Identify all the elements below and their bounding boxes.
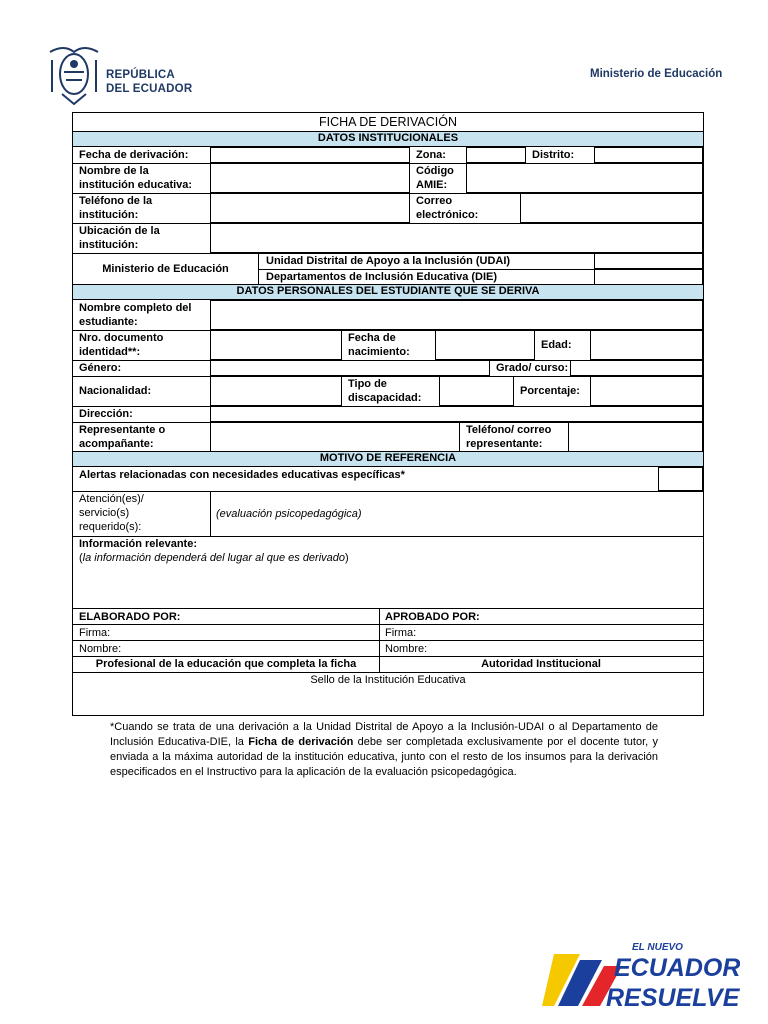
form-title: FICHA DE DERIVACIÓN: [319, 115, 457, 129]
codigo-amie-label-2: AMIE:: [416, 179, 448, 191]
atencion-label-2: servicio(s): [79, 507, 130, 519]
nacionalidad-label: Nacionalidad:: [79, 385, 152, 397]
nombre-institucion-label: [73, 163, 198, 193]
nombre-institucion-label-1: Nombre de la: [79, 165, 149, 177]
grado-label: Grado/ curso:: [496, 362, 569, 374]
ubicacion-label-1: Ubicación de la: [79, 225, 160, 237]
ubicacion-label-2: institución:: [79, 239, 139, 251]
nombre-estudiante-field[interactable]: [210, 300, 703, 330]
footnote-bold: Ficha de derivación: [248, 736, 354, 748]
aprobado-label: APROBADO POR:: [385, 611, 480, 623]
referral-form: [72, 112, 704, 716]
representante-label: [73, 422, 171, 452]
footnote-text-2: debe ser completada exclusivamente por el docente tutor, y enviada a la máxima autoridad de la institución educativa, junto con el resto de los insumos para la derivación especificados en el Instructivo para la aplicación de la evaluación psicopedagógica.: [110, 736, 658, 778]
correo-label-2: electrónico:: [416, 209, 479, 221]
documento-label-2: identidad**:: [79, 346, 141, 358]
codigo-amie-field[interactable]: [466, 163, 703, 193]
nombre-institucion-field[interactable]: [210, 163, 410, 193]
distrito-label: Distrito:: [532, 149, 575, 161]
country-name: [106, 68, 192, 96]
country-line2: DEL ECUADOR: [106, 83, 193, 95]
elaborado-label: ELABORADO POR:: [79, 611, 181, 623]
telefono-institucion-label-1: Teléfono de la: [79, 195, 153, 207]
fecha-nacimiento-label-1: Fecha de: [348, 332, 396, 344]
brand-line2: ECUADOR: [614, 954, 740, 982]
genero-label: Género:: [79, 362, 122, 374]
footnote-text-1: *Cuando se trata de una derivación a la Unidad Distrital de Apoyo a la Inclusión-UDAI o al Departamento de Inclusión Educativa-DIE, la: [110, 721, 658, 748]
fecha-nacimiento-label-2: nacimiento:: [348, 346, 410, 358]
die-option: Departamentos de Inclusión Educativa (DIE): [266, 271, 498, 283]
zona-field[interactable]: [466, 147, 526, 163]
info-relevante-note[interactable]: (la información dependerá del lugar al que es derivado): [79, 552, 349, 564]
edad-label: Edad:: [541, 339, 572, 351]
porcentaje-field[interactable]: [590, 376, 703, 406]
nombre-estudiante-label-1: Nombre completo del: [79, 302, 192, 314]
tipo-discapacidad-label: [342, 376, 427, 406]
nombre-elaborado-label[interactable]: Nombre:: [79, 643, 122, 655]
nombre-institucion-label-2: institución educativa:: [79, 179, 193, 191]
codigo-amie-label-1: Código: [416, 165, 454, 177]
documento-label: [73, 330, 169, 360]
direccion-field[interactable]: [210, 406, 703, 422]
correo-label-1: Correo: [416, 195, 453, 207]
section-personal: DATOS PERSONALES DEL ESTUDIANTE QUE SE DERIVA: [73, 284, 703, 300]
tipo-discapacidad-label-1: Tipo de: [348, 378, 387, 390]
representante-field[interactable]: [210, 422, 460, 452]
firma-elaborado-label[interactable]: Firma:: [79, 627, 111, 639]
nombre-estudiante-label-2: estudiante:: [79, 316, 138, 328]
profesional-label: Profesional de la educación que completa la ficha: [95, 658, 357, 670]
genero-field[interactable]: [210, 360, 490, 376]
representante-label-2: acompañante:: [79, 438, 154, 450]
ecuador-resuelve-logo: [540, 938, 740, 1012]
nombre-estudiante-label: [73, 300, 197, 330]
ubicacion-field[interactable]: [210, 223, 703, 253]
correo-field[interactable]: [520, 193, 703, 223]
correo-label: [410, 193, 484, 223]
section-motivo: MOTIVO DE REFERENCIA: [73, 451, 703, 467]
ministry-name: Ministerio de Educación: [590, 68, 723, 80]
udai-checkbox[interactable]: [594, 253, 703, 269]
sello-label: Sello de la Institución Educativa: [310, 674, 466, 686]
fecha-nacimiento-label: [342, 330, 416, 360]
telefono-representante-label: [460, 422, 557, 452]
nombre-aprobado-label[interactable]: Nombre:: [385, 643, 428, 655]
section-institutional: DATOS INSTITUCIONALES: [73, 131, 703, 147]
atencion-label-1: Atención(es)/: [79, 493, 144, 505]
telefono-representante-label-1: Teléfono/ correo: [466, 424, 552, 436]
grado-field[interactable]: [570, 360, 703, 376]
atencion-value[interactable]: (evaluación psicopedagógica): [216, 508, 362, 520]
firma-aprobado-label[interactable]: Firma:: [385, 627, 417, 639]
udai-option: Unidad Distrital de Apoyo a la Inclusión (UDAI): [266, 255, 511, 267]
direccion-label: Dirección:: [79, 408, 133, 420]
telefono-institucion-field[interactable]: [210, 193, 410, 223]
country-line1: REPÚBLICA: [106, 69, 175, 81]
ministerio-label: Ministerio de Educación: [102, 263, 229, 275]
alertas-field[interactable]: [658, 467, 703, 491]
documento-field[interactable]: [210, 330, 342, 360]
die-checkbox[interactable]: [594, 269, 703, 285]
atencion-label: [73, 491, 150, 535]
tipo-discapacidad-field[interactable]: [439, 376, 514, 406]
representante-label-1: Representante o: [79, 424, 166, 436]
alertas-label: Alertas relacionadas con necesidades educativas específicas*: [79, 469, 405, 481]
footnote: [110, 720, 658, 780]
edad-field[interactable]: [590, 330, 703, 360]
tipo-discapacidad-label-2: discapacidad:: [348, 392, 422, 404]
zona-label: Zona:: [416, 149, 446, 161]
distrito-field[interactable]: [594, 147, 703, 163]
autoridad-label: Autoridad Institucional: [481, 658, 601, 670]
info-relevante-label: Información relevante:: [79, 538, 197, 550]
telefono-representante-field[interactable]: [568, 422, 703, 452]
brand-line3: RESUELVE: [606, 984, 740, 1012]
fecha-derivacion-field[interactable]: [210, 147, 410, 163]
fecha-derivacion-label: Fecha de derivación:: [79, 149, 189, 161]
brand-line1: EL NUEVO: [632, 942, 683, 953]
porcentaje-label: Porcentaje:: [520, 385, 580, 397]
documento-label-1: Nro. documento: [79, 332, 164, 344]
codigo-amie-label: [410, 163, 460, 193]
fecha-nacimiento-field[interactable]: [435, 330, 535, 360]
ubicacion-label: [73, 223, 166, 253]
telefono-institucion-label-2: institución:: [79, 209, 139, 221]
telefono-representante-label-2: representante:: [466, 438, 543, 450]
info-relevante-note-text: la información dependerá del lugar al que es derivado: [82, 552, 346, 564]
telefono-institucion-label: [73, 193, 158, 223]
atencion-label-3: requerido(s):: [79, 521, 142, 533]
nacionalidad-field[interactable]: [210, 376, 342, 406]
